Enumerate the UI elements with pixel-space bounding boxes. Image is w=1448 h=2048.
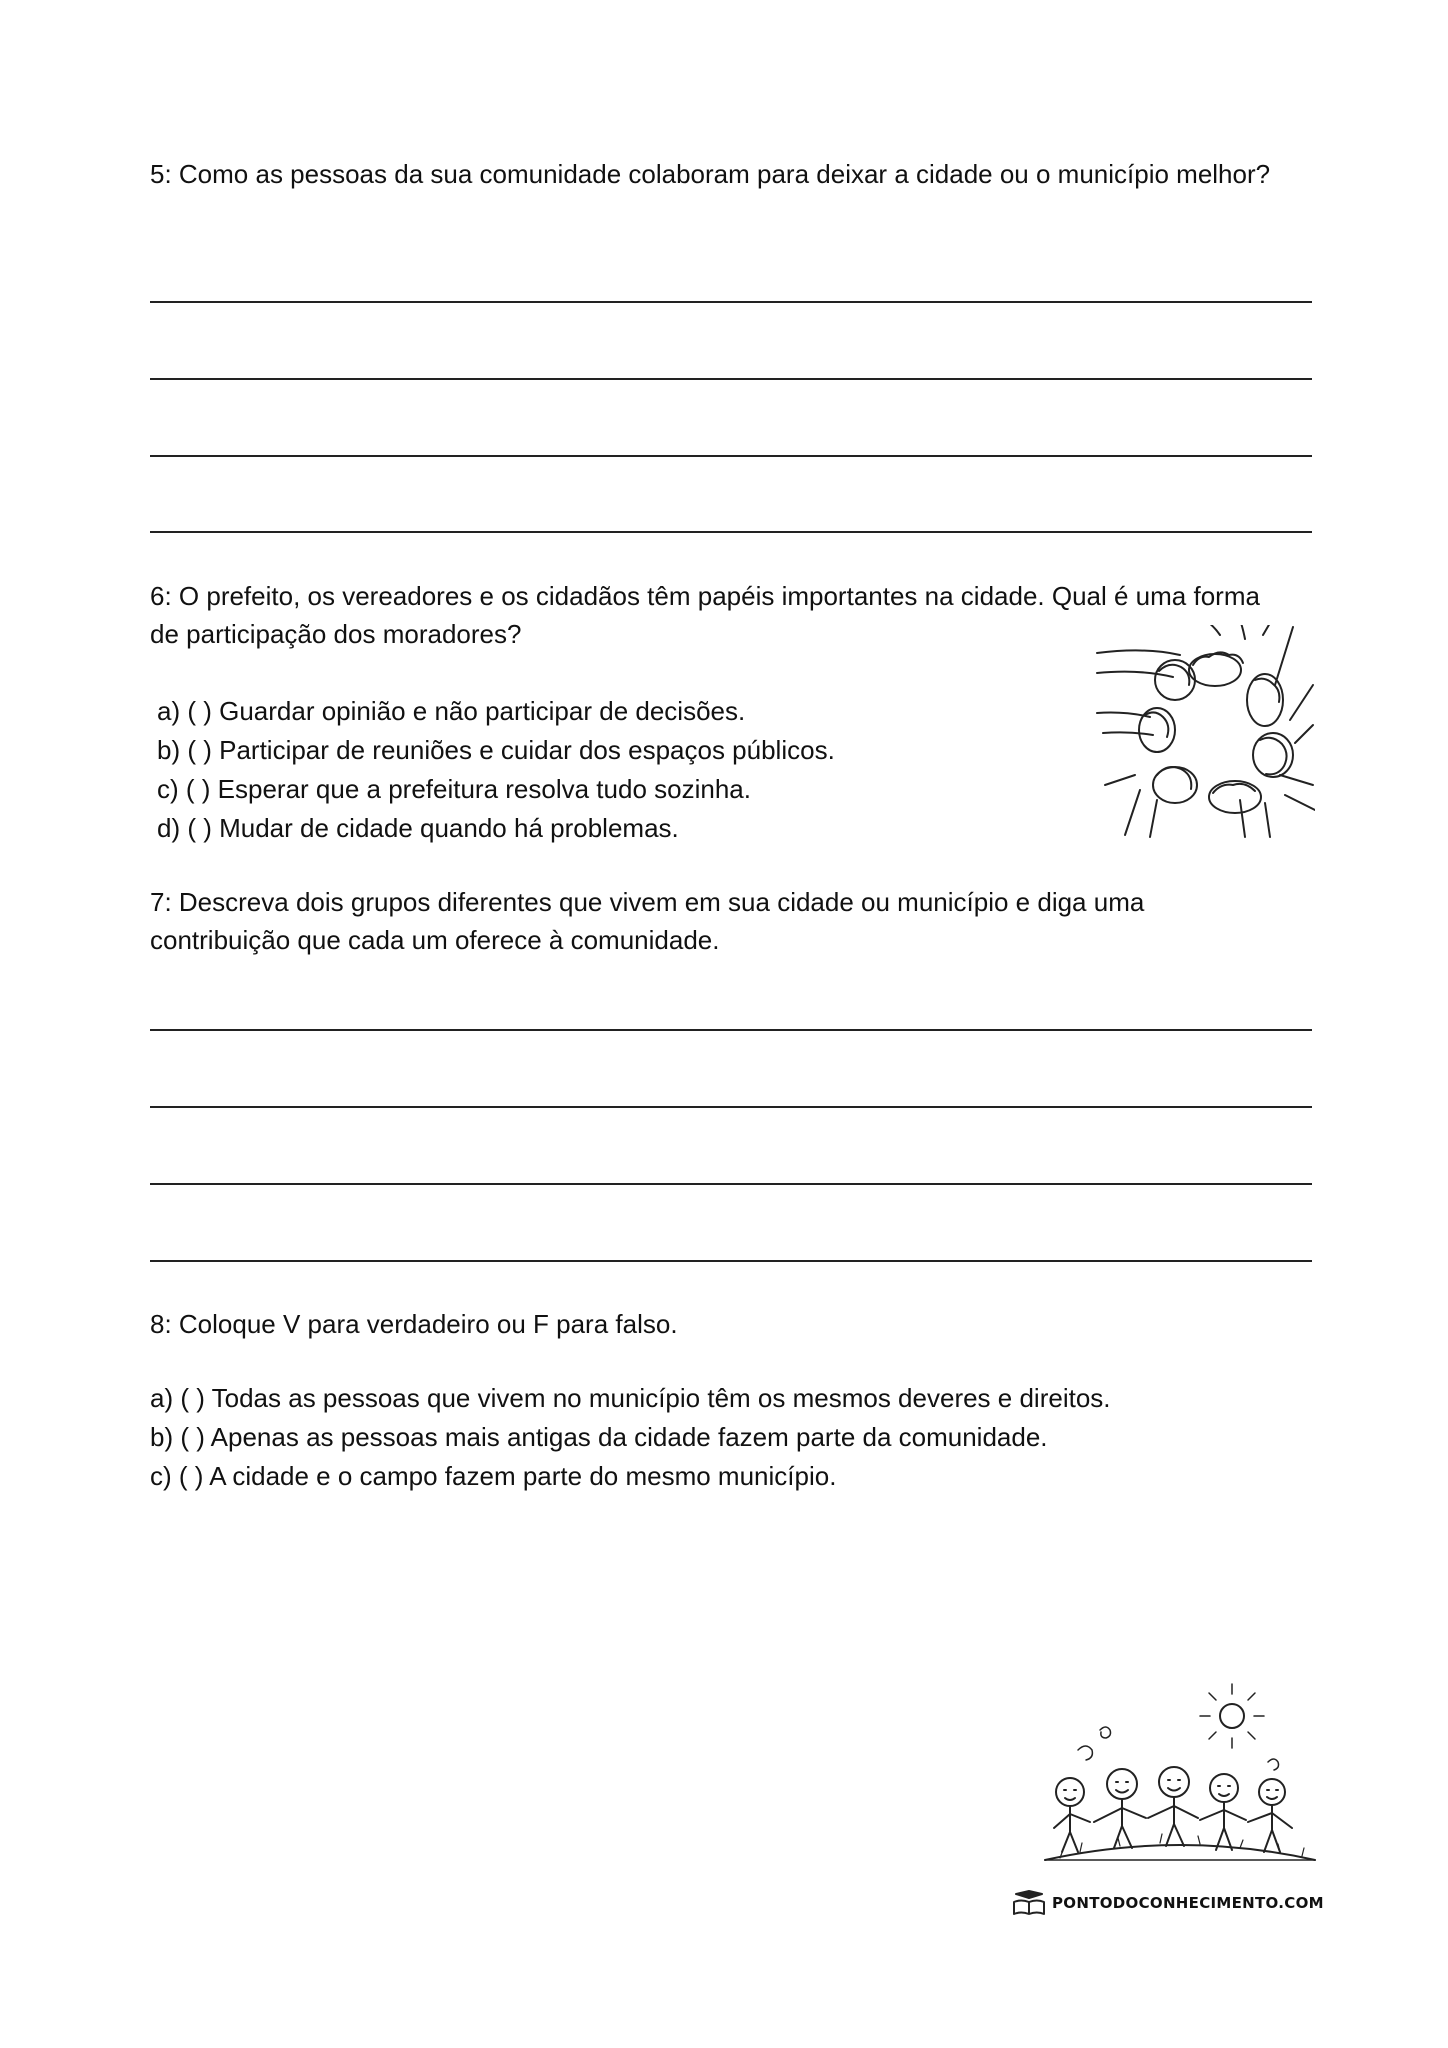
- footer-brand-text[interactable]: PONTODOCONHECIMENTO.COM: [1052, 1894, 1324, 1912]
- q6-option-c[interactable]: c) ( ) Esperar que a prefeitura resolva tudo sozinha.: [157, 774, 751, 804]
- answer-line-q5-1[interactable]: [150, 301, 1312, 303]
- book-logo-icon: [1012, 1890, 1046, 1916]
- answer-line-q7-2[interactable]: [150, 1106, 1312, 1108]
- footer-brand: [1012, 1890, 1324, 1916]
- answer-line-q5-4[interactable]: [150, 531, 1312, 533]
- question-5: 5: Como as pessoas da sua comunidade colaboram para deixar a cidade ou o município melhor?: [150, 159, 1271, 189]
- question-8: 8: Coloque V para verdadeiro ou F para falso.: [150, 1309, 678, 1339]
- q6-option-d[interactable]: d) ( ) Mudar de cidade quando há problemas.: [157, 813, 679, 843]
- answer-line-q7-4[interactable]: [150, 1260, 1312, 1262]
- question-7: 7: Descreva dois grupos diferentes que vivem em sua cidade ou município e diga uma contribuição que cada um oferece à comunidade.: [150, 887, 1145, 955]
- answer-line-q7-1[interactable]: [150, 1029, 1312, 1031]
- answer-line-q5-2[interactable]: [150, 378, 1312, 380]
- answer-line-q5-3[interactable]: [150, 455, 1312, 457]
- q8-option-b[interactable]: b) ( ) Apenas as pessoas mais antigas da cidade fazem parte da comunidade.: [150, 1422, 1048, 1452]
- q8-option-c[interactable]: c) ( ) A cidade e o campo fazem parte do mesmo município.: [150, 1461, 837, 1491]
- q6-option-a[interactable]: a) ( ) Guardar opinião e não participar de decisões.: [157, 696, 746, 726]
- answer-line-q7-3[interactable]: [150, 1183, 1312, 1185]
- question-6: 6: O prefeito, os vereadores e os cidadãos têm papéis importantes na cidade. Qual é uma forma de participação dos moradores?: [150, 581, 1260, 649]
- children-illustration: [1040, 1680, 1320, 1880]
- q8-option-a[interactable]: a) ( ) Todas as pessoas que vivem no município têm os mesmos deveres e direitos.: [150, 1383, 1111, 1413]
- hands-circle-illustration: [1095, 625, 1315, 840]
- q6-option-b[interactable]: b) ( ) Participar de reuniões e cuidar dos espaços públicos.: [157, 735, 835, 765]
